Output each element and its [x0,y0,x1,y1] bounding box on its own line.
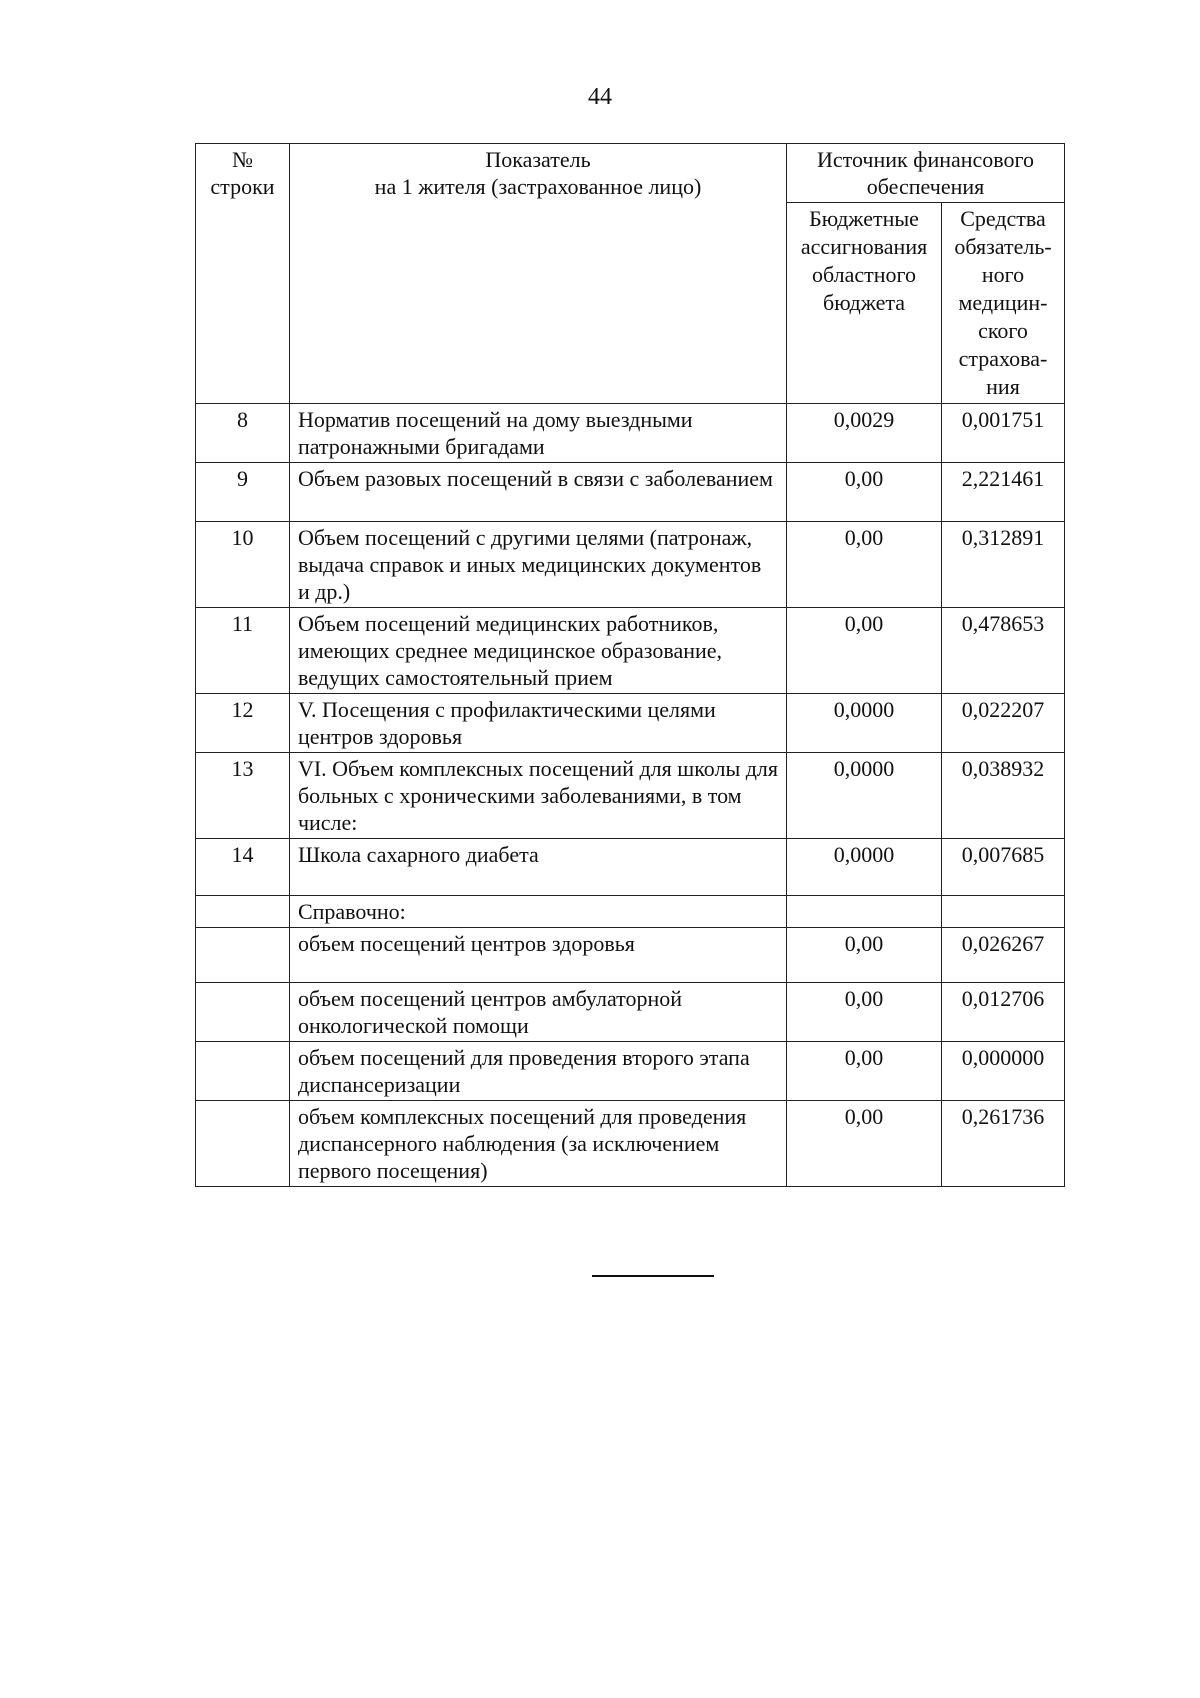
row-oms-value: 0,038932 [942,753,1065,839]
reference-label-row [196,896,1065,928]
table-row [196,753,1065,839]
table-row [196,608,1065,694]
header-budget-line: Бюджетные [809,206,919,231]
row-number: 13 [196,753,290,839]
reference-indicator: объем посещений центров здоровья [289,928,786,983]
reference-budget-value: 0,00 [787,928,942,983]
reference-row [196,928,1065,983]
row-number-empty [196,1042,290,1101]
header-budget-line: бюджета [823,290,906,315]
row-budget-value: 0,00 [787,463,942,522]
row-number-empty [196,928,290,983]
row-indicator: Норматив посещений на дому выездными патронажными бригадами [289,404,786,463]
reference-label: Справочно: [289,896,786,928]
header-oms-line: ного [981,262,1025,287]
row-budget-value: 0,00 [787,522,942,608]
row-oms-empty [942,896,1065,928]
reference-indicator: объем комплексных посещений для проведения диспансерного наблюдения (за исключением первого посещения) [289,1101,786,1187]
row-number: 10 [196,522,290,608]
header-oms-line: ского [978,318,1028,343]
row-oms-value: 2,221461 [942,463,1065,522]
row-number: 11 [196,608,290,694]
row-oms-value: 0,312891 [942,522,1065,608]
row-budget-value: 0,0000 [787,839,942,896]
row-number: 14 [196,839,290,896]
header-oms [942,203,1065,404]
reference-budget-value: 0,00 [787,1042,942,1101]
row-budget-value: 0,0000 [787,753,942,839]
reference-oms-value: 0,261736 [942,1101,1065,1187]
reference-oms-value: 0,000000 [942,1042,1065,1101]
table-row [196,463,1065,522]
reference-budget-value: 0,00 [787,1101,942,1187]
row-budget-empty [787,896,942,928]
reference-oms-value: 0,026267 [942,928,1065,983]
reference-indicator: объем посещений центров амбулаторной онкологической помощи [289,983,786,1042]
row-indicator: Объем посещений медицинских работников, имеющих среднее медицинское образование, ведущих самостоятельный прием [289,608,786,694]
reference-row [196,1042,1065,1101]
end-of-document-rule [592,1275,714,1277]
header-indicator-line-1: Показатель [485,147,591,172]
row-budget-value: 0,00 [787,608,942,694]
row-budget-value: 0,0029 [787,404,942,463]
table-row [196,694,1065,753]
header-funding-line-1: Источник финансового [817,147,1035,172]
row-oms-value: 0,001751 [942,404,1065,463]
header-indicator [289,144,786,404]
header-budget-line: ассигнования [800,234,928,259]
header-oms-line: ния [986,374,1020,399]
row-budget-value: 0,0000 [787,694,942,753]
indicator-table [195,143,1065,1187]
row-indicator: Объем посещений с другими целями (патронаж, выдача справок и иных медицинских документов и др.) [289,522,786,608]
row-indicator: VI. Объем комплексных посещений для школы для больных с хроническими заболеваниями, в том числе: [289,753,786,839]
row-indicator: Объем разовых посещений в связи с заболеванием [289,463,786,522]
table-header-row [196,144,1065,203]
header-oms-line: обязатель- [954,234,1052,259]
header-oms-line: Средства [960,206,1046,231]
row-indicator: Школа сахарного диабета [289,839,786,896]
header-funding-source [787,144,1065,203]
row-number-empty [196,896,290,928]
table-row [196,839,1065,896]
header-row-number [196,144,290,404]
row-oms-value: 0,478653 [942,608,1065,694]
row-number: 12 [196,694,290,753]
reference-row [196,1101,1065,1187]
header-funding-line-2: обеспечения [866,174,985,199]
row-oms-value: 0,022207 [942,694,1065,753]
header-oms-line: страхова- [958,346,1048,371]
header-number-sign: № [231,147,253,172]
row-number: 9 [196,463,290,522]
page-number: 44 [588,84,612,110]
header-budget-line: областного [812,262,917,287]
reference-row [196,983,1065,1042]
row-number: 8 [196,404,290,463]
header-row-label: строки [210,174,275,199]
header-oms-line: медицин- [958,290,1048,315]
header-indicator-line-2: на 1 жителя (застрахованное лицо) [374,174,702,199]
table-row [196,522,1065,608]
reference-budget-value: 0,00 [787,983,942,1042]
row-number-empty [196,983,290,1042]
row-number-empty [196,1101,290,1187]
table-row [196,404,1065,463]
reference-indicator: объем посещений для проведения второго этапа диспансеризации [289,1042,786,1101]
row-indicator: V. Посещения с профилактическими целями центров здоровья [289,694,786,753]
row-oms-value: 0,007685 [942,839,1065,896]
reference-oms-value: 0,012706 [942,983,1065,1042]
header-budget [787,203,942,404]
